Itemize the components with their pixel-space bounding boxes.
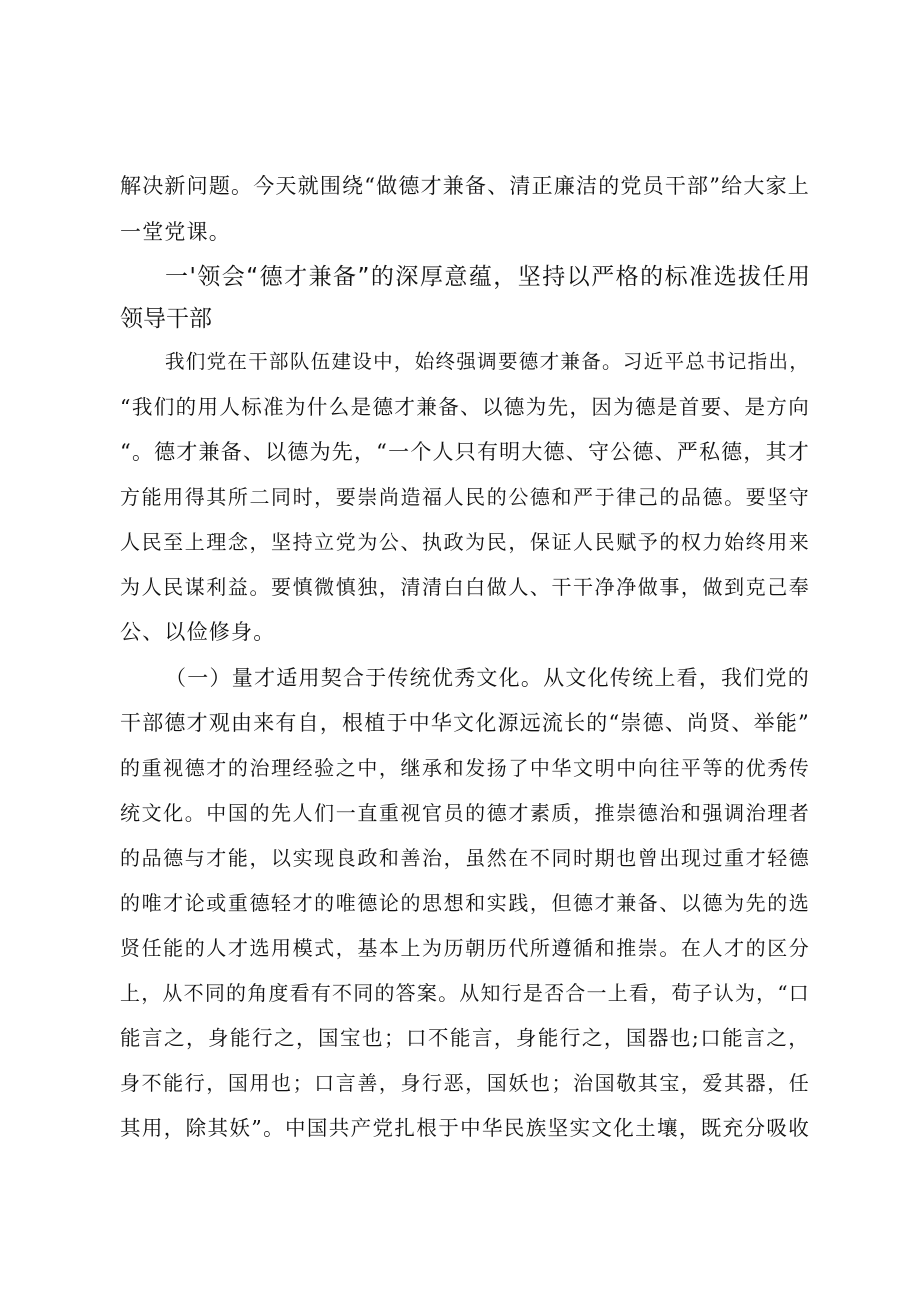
paragraph1-line-3: “。德才兼备、以德为先，“一个人只有明大德、守公德、严私德，其才: [120, 440, 810, 464]
paragraph2-line-11: 其用，除其妖”。中国共产党扎根于中华民族坚实文化土壤，既充分吸收: [120, 1116, 810, 1140]
paragraph2-line-7: 贤任能的人才选用模式，基本上为历朝历代所遵循和推崇。在人才的区分: [120, 936, 810, 960]
paragraph2-line-6: 的唯才论或重德轻才的唯德论的思想和实践，但德才兼备、以德为先的选: [120, 891, 810, 915]
paragraph2-line-1: （一）量才适用契合于传统优秀文化。从文化传统上看，我们党的: [165, 666, 810, 690]
paragraph1-line-7: 公、以俭修身。: [120, 620, 276, 644]
paragraph2-line-3: 的重视德才的治理经验之中，继承和发扬了中华文明中向往平等的优秀传: [120, 756, 810, 780]
paragraph1-line-2: “我们的用人标准为什么是德才兼备、以德为先，因为德是首要、是方向: [120, 395, 810, 419]
section-heading-line-2: 领导干部: [120, 306, 212, 332]
paragraph1-line-6: 为人民谋利益。要慎微慎独，清清白白做人、干干净净做事，做到克己奉: [120, 575, 810, 599]
paragraph2-line-8: 上，从不同的角度看有不同的答案。从知行是否合一上看，荀子认为，“口: [120, 981, 810, 1005]
paragraph1-line-4: 方能用得其所二同时，要崇尚造福人民的公德和严于律己的品德。要坚守: [120, 485, 810, 509]
intro-line-2: 一堂党课。: [120, 220, 231, 244]
paragraph2-line-5: 的品德与才能，以实现良政和善治，虽然在不同时期也曾出现过重才轻德: [120, 846, 810, 870]
paragraph1-line-1: 我们党在干部队伍建设中，始终强调要德才兼备。习近平总书记指出，: [165, 350, 810, 373]
paragraph1-line-5: 人民至上理念，坚持立党为公、执政为民，保证人民赋予的权力始终用来: [120, 530, 810, 554]
paragraph2-line-2: 干部德才观由来有自，根植于中华文化源远流长的“崇德、尚贤、举能”: [120, 711, 810, 735]
intro-line-1: 解决新问题。今天就围绕“做德才兼备、清正廉洁的党员干部”给大家上: [120, 174, 810, 198]
paragraph2-line-9: 能言之，身能行之，国宝也；口不能言，身能行之，国器也;口能言之，: [120, 1026, 810, 1050]
section-heading-line-1: 一'领会“德才兼备”的深厚意蕴，坚持以严格的标准选拔任用: [165, 264, 810, 290]
paragraph2-line-10: 身不能行，国用也；口言善，身行恶，国妖也；治国敬其宝，爱其器，任: [120, 1071, 810, 1095]
paragraph2-line-4: 统文化。中国的先人们一直重视官员的德才素质，推崇德治和强调治理者: [120, 801, 810, 825]
